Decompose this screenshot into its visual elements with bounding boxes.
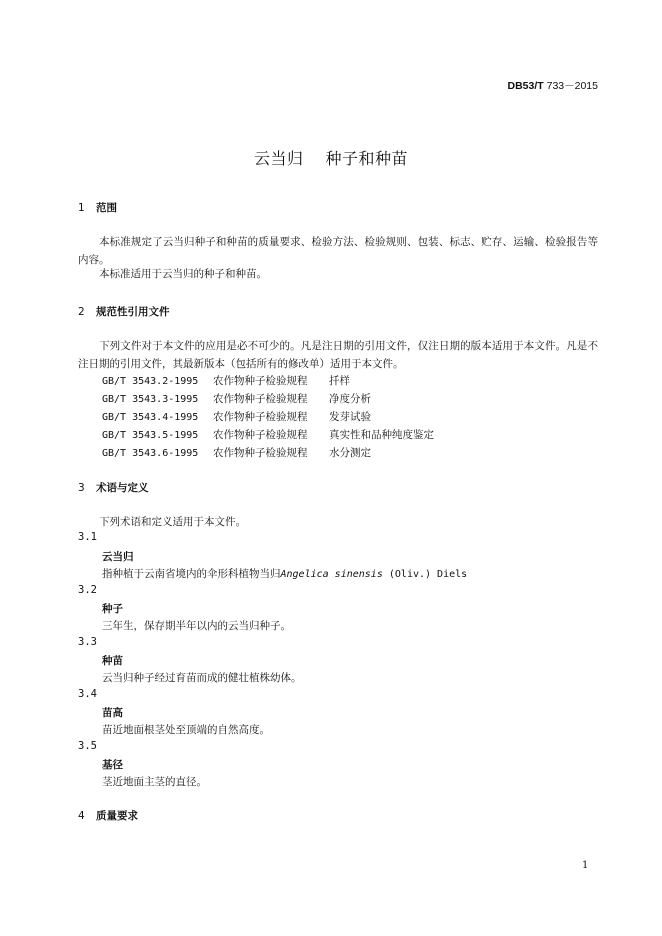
term-name: 苗高	[102, 707, 123, 719]
section-number: 1	[78, 202, 85, 214]
reference-name: 农作物种子检验规程	[213, 447, 308, 459]
section-1-paragraph-1: 本标准规定了云当归种子和种苗的质量要求、检验方法、检验规则、包装、标志、贮存、运输、检验报告等内容。	[78, 236, 598, 266]
reference-code: GB/T 3543.6-1995	[102, 448, 199, 459]
reference-row	[102, 409, 371, 424]
term-name: 种苗	[102, 655, 123, 667]
author-citation: (Oliv.) Diels	[382, 569, 468, 580]
document-title	[0, 146, 662, 169]
section-2-heading	[78, 304, 170, 319]
term-definition: 云当归种子经过育苗而成的健壮植株幼体。	[102, 672, 302, 684]
term-definition: 茎近地面主茎的直径。	[102, 776, 207, 788]
reference-part: 净度分析	[329, 393, 371, 405]
title-part-1: 云当归	[253, 149, 304, 168]
section-1-heading	[78, 200, 117, 215]
term-definition: 苗近地面根茎处至顶端的自然高度。	[102, 724, 270, 736]
reference-name: 农作物种子检验规程	[213, 411, 308, 423]
section-title: 术语与定义	[96, 482, 149, 494]
term-definition: 三年生，保存期半年以内的云当归种子。	[102, 620, 291, 632]
reference-code: GB/T 3543.2-1995	[102, 376, 199, 387]
title-part-2: 种子和种苗	[325, 149, 409, 168]
reference-name: 农作物种子检验规程	[213, 393, 308, 405]
reference-part: 水分测定	[329, 447, 371, 459]
term-number: 3.1	[78, 531, 97, 543]
section-number: 2	[78, 306, 85, 318]
reference-part: 发芽试验	[329, 411, 371, 423]
standard-code	[508, 78, 599, 93]
page-number: 1	[582, 860, 589, 871]
reference-row	[102, 391, 371, 406]
reference-part: 真实性和品种纯度鉴定	[329, 429, 434, 441]
reference-code: GB/T 3543.3-1995	[102, 394, 199, 405]
section-2-paragraph-1: 下列文件对于本文件的应用是必不可少的。凡是注日期的引用文件，仅注日期的版本适用于本文件。凡是不注日期的引用文件，其最新版本（包括所有的修改单）适用于本文件。	[78, 340, 598, 370]
reference-code: GB/T 3543.4-1995	[102, 412, 199, 423]
term-name: 种子	[102, 603, 123, 615]
section-title: 质量要求	[96, 810, 138, 822]
reference-row	[102, 373, 350, 388]
section-number: 4	[78, 810, 85, 822]
section-3-intro: 下列术语和定义适用于本文件。	[99, 516, 246, 528]
definition-prefix: 指种植于云南省境内的伞形科植物当归	[102, 568, 281, 580]
term-number: 3.2	[78, 584, 97, 596]
reference-code: GB/T 3543.5-1995	[102, 430, 199, 441]
section-3-heading	[78, 480, 149, 495]
standard-code-prefix: DB53/T	[507, 80, 544, 92]
term-definition	[102, 566, 467, 581]
term-number: 3.5	[78, 740, 97, 752]
reference-row	[102, 427, 434, 442]
section-title: 规范性引用文件	[96, 306, 170, 318]
reference-part: 扦样	[329, 375, 350, 387]
reference-row	[102, 445, 371, 460]
latin-name: Angelica sinensis	[280, 569, 383, 580]
term-name: 云当归	[102, 551, 134, 563]
section-4-heading	[78, 808, 138, 823]
reference-name: 农作物种子检验规程	[213, 375, 308, 387]
term-name: 基径	[102, 759, 123, 771]
section-number: 3	[78, 482, 85, 494]
term-number: 3.3	[78, 636, 97, 648]
standard-code-number: 733－2015	[546, 80, 598, 92]
section-1-paragraph-2: 本标准适用于云当归的种子和种苗。	[99, 268, 267, 280]
reference-name: 农作物种子检验规程	[213, 429, 308, 441]
section-title: 范围	[96, 202, 117, 214]
term-number: 3.4	[78, 688, 97, 700]
